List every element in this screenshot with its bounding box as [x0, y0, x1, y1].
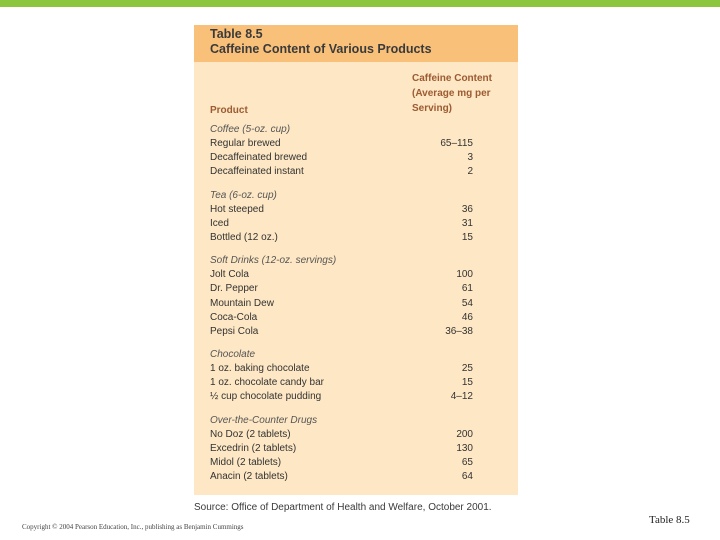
product-name: Jolt Cola [210, 269, 249, 281]
table-source-note: Source: Office of Department of Health and Welfare, October 2001. [194, 502, 492, 513]
caffeine-value: 31 [461, 217, 473, 229]
table-row [194, 325, 518, 339]
table-number: Table 8.5 [210, 27, 263, 41]
product-name: Dr. Pepper [210, 283, 258, 295]
caffeine-value: 100 [456, 269, 473, 281]
table-row [194, 203, 518, 217]
category-label: Coffee (5-oz. cup) [210, 124, 291, 135]
column-header-caffeine-line: Serving) [412, 103, 453, 114]
table-row [194, 165, 518, 179]
table-row [194, 470, 518, 484]
caffeine-value: 61 [461, 283, 473, 295]
caffeine-value: 4–12 [450, 391, 473, 403]
category-row [194, 254, 518, 268]
product-name: 1 oz. baking chocolate [210, 363, 310, 375]
category-label: Over-the-Counter Drugs [210, 414, 318, 426]
column-header-product: Product [210, 105, 248, 116]
caffeine-value: 36 [461, 203, 473, 215]
category-label: Soft Drinks (12-oz. servings) [210, 255, 337, 267]
product-name: Midol (2 tablets) [210, 456, 282, 468]
product-name: Excedrin (2 tablets) [210, 442, 297, 454]
table-row [194, 297, 518, 311]
table-title: Caffeine Content of Various Products [210, 42, 432, 56]
slide-label: Table 8.5 [649, 514, 690, 526]
caffeine-table [194, 25, 518, 495]
table-row [194, 217, 518, 231]
category-row [194, 348, 518, 362]
top-accent-bar [0, 0, 720, 7]
category-row [194, 189, 518, 203]
caffeine-value: 15 [461, 231, 473, 243]
table-row [194, 442, 518, 456]
category-label: Tea (6-oz. cup) [210, 189, 277, 201]
product-name: 1 oz. chocolate candy bar [210, 377, 324, 389]
table-row [194, 151, 518, 165]
caffeine-value: 64 [461, 471, 473, 482]
table-row [194, 376, 518, 390]
table-row [194, 137, 518, 151]
caffeine-value: 25 [461, 363, 473, 375]
caffeine-value: 3 [467, 152, 473, 164]
table-row [194, 282, 518, 296]
caffeine-value: 15 [461, 377, 473, 389]
product-name: Pepsi Cola [210, 325, 259, 337]
table-row [194, 428, 518, 442]
product-name: Anacin (2 tablets) [210, 471, 288, 482]
category-row [194, 123, 518, 137]
column-header-caffeine [412, 71, 492, 116]
caffeine-value: 36–38 [445, 325, 473, 337]
product-name: Coca-Cola [210, 311, 258, 323]
caffeine-value: 65–115 [440, 138, 473, 150]
table-header [194, 25, 518, 62]
column-header-caffeine-line: (Average mg per [412, 88, 491, 99]
table-row [194, 362, 518, 376]
table-row [194, 311, 518, 325]
category-row [194, 414, 518, 428]
caffeine-value: 46 [461, 311, 473, 323]
product-name: Bottled (12 oz.) [210, 231, 278, 243]
table-row [194, 231, 518, 245]
product-name: ½ cup chocolate pudding [210, 391, 322, 403]
caffeine-value: 54 [461, 297, 473, 309]
product-name: Hot steeped [210, 203, 264, 215]
column-header-caffeine-line: Caffeine Content [412, 73, 492, 84]
product-name: Mountain Dew [210, 297, 274, 309]
caffeine-value: 65 [461, 456, 473, 468]
caffeine-value: 130 [456, 442, 473, 454]
table-row [194, 456, 518, 470]
product-name: Decaffeinated instant [210, 166, 304, 178]
product-name: Iced [210, 217, 229, 229]
caffeine-value: 2 [467, 166, 473, 178]
table-row [194, 390, 518, 404]
product-name: No Doz (2 tablets) [210, 428, 291, 440]
product-name: Regular brewed [210, 138, 281, 150]
product-name: Decaffeinated brewed [210, 152, 308, 164]
caffeine-value: 200 [456, 428, 473, 440]
category-label: Chocolate [210, 349, 256, 360]
copyright-text: Copyright © 2004 Pearson Education, Inc., publishing as Benjamin Cummings [22, 523, 244, 531]
table-row [194, 268, 518, 282]
